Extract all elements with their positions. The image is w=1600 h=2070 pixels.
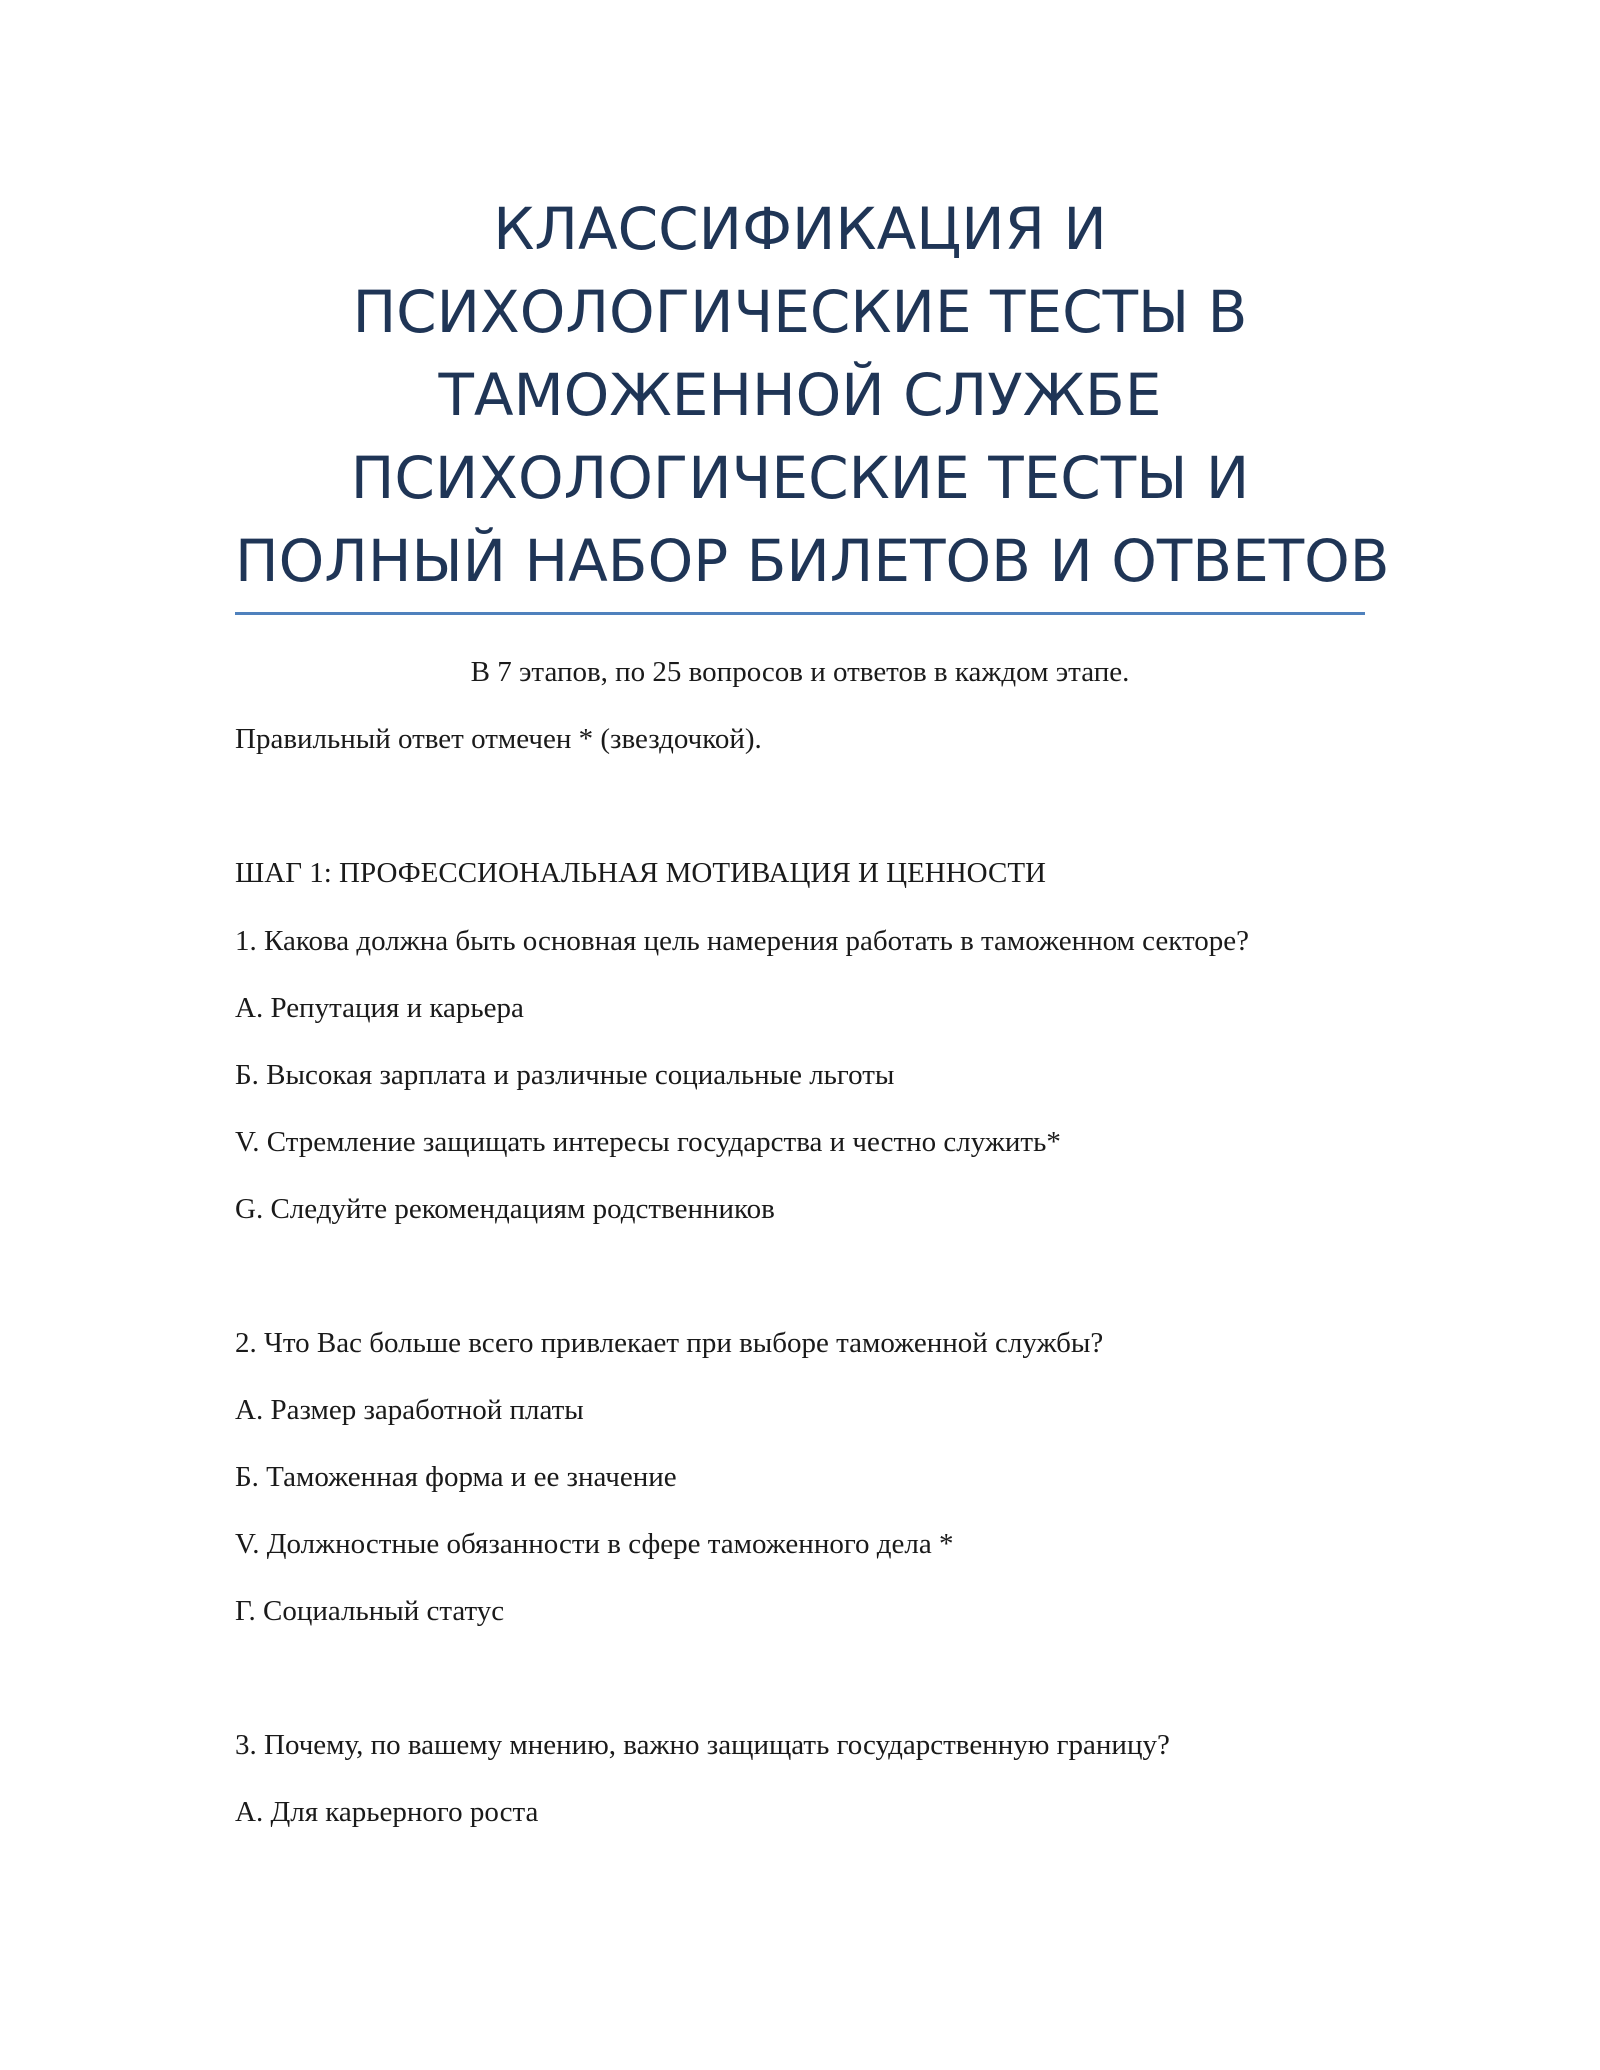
answer-option: Г. Социальный статус	[235, 1595, 505, 1627]
intro-text: В 7 этапов, по 25 вопросов и ответов в каждом этапе.	[470, 656, 1130, 688]
answer-option: Б. Высокая зарплата и различные социальные льготы	[235, 1059, 895, 1091]
title-line: ПСИХОЛОГИЧЕСКИЕ ТЕСТЫ В	[352, 278, 1248, 346]
document-title	[235, 188, 1390, 603]
step-heading: ШАГ 1: ПРОФЕССИОНАЛЬНАЯ МОТИВАЦИЯ И ЦЕННОСТИ	[235, 857, 1046, 889]
question-1: 1. Какова должна быть основная цель намерения работать в таможенном секторе?	[235, 925, 1249, 957]
title-line: ТАМОЖЕННОЙ СЛУЖБЕ	[438, 361, 1162, 429]
title-line: КЛАССИФИКАЦИЯ И	[493, 195, 1107, 263]
title-underline-divider	[235, 612, 1365, 615]
answer-option: A. Репутация и карьера	[235, 992, 524, 1024]
answer-option-correct: V. Должностные обязанности в сфере таможенного дела *	[235, 1528, 954, 1560]
answer-option: A. Для карьерного роста	[235, 1796, 539, 1828]
question-3: 3. Почему, по вашему мнению, важно защищать государственную границу?	[235, 1729, 1170, 1761]
answer-option: Б. Таможенная форма и ее значение	[235, 1461, 677, 1493]
answer-option: G. Следуйте рекомендациям родственников	[235, 1193, 775, 1225]
note-text: Правильный ответ отмечен * (звездочкой).	[235, 723, 762, 755]
question-2: 2. Что Вас больше всего привлекает при выборе таможенной службы?	[235, 1327, 1104, 1359]
answer-option: A. Размер заработной платы	[235, 1394, 584, 1426]
title-line: ПСИХОЛОГИЧЕСКИЕ ТЕСТЫ И	[350, 444, 1250, 512]
title-line: ПОЛНЫЙ НАБОР БИЛЕТОВ И ОТВЕТОВ	[235, 527, 1390, 595]
answer-option-correct: V. Стремление защищать интересы государства и честно служить*	[235, 1126, 1061, 1158]
